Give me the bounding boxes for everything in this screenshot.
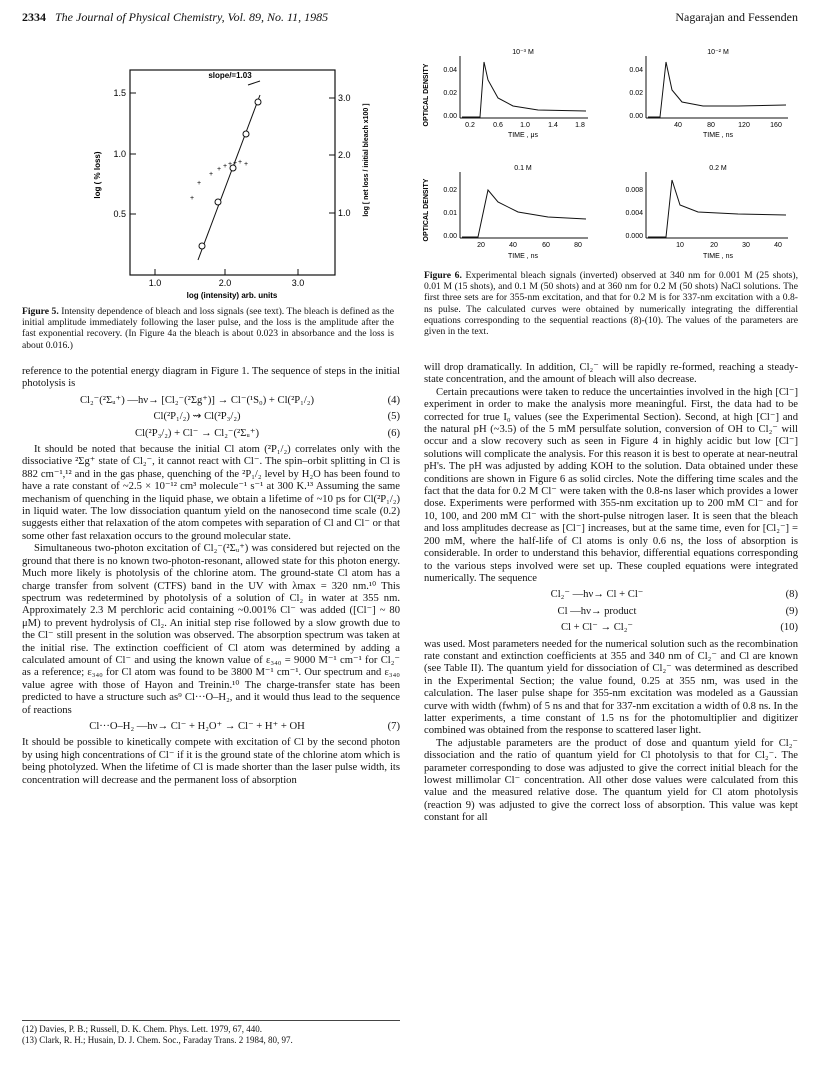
- fig6-xlabel: TIME , ns: [703, 132, 733, 139]
- running-header: [22, 10, 328, 25]
- fig6-xtick: 40: [774, 242, 782, 249]
- eq6-number: (6): [387, 427, 400, 439]
- figure-6-caption: [424, 270, 798, 337]
- fig5-data-point: [215, 199, 221, 205]
- fig5-ytick-right: 1.0: [338, 208, 351, 218]
- left-paragraph: Simultaneous two-photon excitation of Cl₂⁻(²Σᵤ⁺) was considered but rejected on the ground that there is no known two-photon-resonant, allowed state for this photon energy. Much more likely is photolysis of the chlorine atom. The ground-state Cl atom has a charge transfer from solvent (CTFS) band in the UV with λmax = 320 nm.¹⁰ This spectrum was redetermined by photolysis of a solution of Cl₂ in water at 355 nm. Approximately 2.3 M perchloric acid containing ~0.001% Cl⁻ was added ([Cl⁻] ~ 80 μM) to prevent hydrolysis of Cl₂. An initial step rise followed by a slow growth due to the Cl⁻ still present in the solution was observed. The absorption spectrum was taken at the initial rise. The extinction coefficient of Cl atom was determined by adding a calculated amount of Cl⁻ and using the known value of ε₃₄₀ = 9000 M⁻¹ cm⁻¹ for Cl₂⁻ as a reference; ε₃₄₀ for Cl atom was found to be 3800 M⁻¹ cm⁻¹. Our spectrum and ε₃₄₀ value agree with those of Hayon and Treinin.¹⁰ The charge-transfer state has been predicted to have a structure such as⁹ Cl···O–H₂, and it would thus lead to the sequence of reactions: [22, 543, 400, 716]
- fig6-panel-2: [629, 49, 788, 139]
- fig6-ytick: 0.04: [443, 67, 457, 74]
- svg-text:+: +: [238, 159, 243, 166]
- fig6-xtick: 1.8: [575, 122, 585, 129]
- eq9-expr: Cl —hν→ product: [557, 605, 637, 617]
- eq8-number: (8): [785, 589, 798, 601]
- fig6-ytick: 0.02: [443, 90, 457, 97]
- right-paragraph: The adjustable parameters are the product of dose and quantum yield for Cl₂⁻ dissociation and the ratio of quantum yield for Cl photolysis to that for Cl₂⁻. The parameter corresponding to dose was adjusted to give the correct initial bleach for the lowest millimolar Cl⁻ concentration. All other dose values were calculated from this value and the measured relative dose. The quantum yield for Cl atom photolysis (reaction 9) was adjusted to give the correct loss of absorption. This value was kept constant for all: [424, 737, 798, 824]
- fig6-ytick: 0.00: [443, 233, 457, 240]
- fig6-xtick: 30: [742, 242, 750, 249]
- fig5-caption-text: Intensity dependence of bleach and loss signals (see text). The bleach is defined as the initial amplitude immediately following the laser pulse, and the loss is the amplitude after the fast exponential recovery. (In Figure 4a the bleach is about 0.023 in absorbance and the loss is about 0.016.): [22, 306, 394, 351]
- fig6-xtick: 120: [738, 122, 750, 129]
- authors-header: Nagarajan and Fessenden: [675, 10, 798, 24]
- fig6-caption-label: Figure 6.: [424, 270, 462, 281]
- fig5-fit-line: [198, 95, 260, 260]
- fig5-caption-label: Figure 5.: [22, 306, 59, 317]
- eq4-expr: Cl₂⁻(²Σᵤ⁺) —hν→ [Cl₂⁻(²Σg⁺)] → Cl⁻(¹S₀) + Cl(²P₁/₂): [79, 394, 314, 406]
- journal-citation: The Journal of Physical Chemistry, Vol. 89, No. 11, 1985: [55, 10, 329, 24]
- fig6-panel-4: [625, 165, 788, 260]
- svg-text:+: +: [190, 195, 195, 202]
- fig6-xtick: 80: [574, 242, 582, 249]
- fig6-xtick: 0.6: [493, 122, 503, 129]
- fig6-xlabel: TIME , ns: [703, 253, 733, 260]
- fig6-xlabel: TIME , μs: [507, 132, 539, 139]
- svg-text:+: +: [209, 171, 214, 178]
- eq5-number: (5): [387, 411, 400, 423]
- fig5-ytick: 1.0: [113, 149, 126, 159]
- fig6-xtick: 60: [542, 242, 550, 249]
- fig6-xtick: 1.0: [520, 122, 530, 129]
- fig6-ytick: 0.01: [443, 210, 457, 217]
- fig6-ylabel: OPTICAL DENSITY: [423, 63, 430, 127]
- fig5-ytick: 0.5: [113, 209, 126, 219]
- fig6-xtick: 20: [710, 242, 718, 249]
- fig5-ytick: 1.5: [113, 88, 126, 98]
- fig6-p1-title: 10⁻³ M: [512, 49, 534, 56]
- fig6-xtick: 20: [477, 242, 485, 249]
- figure-6-plots: [418, 40, 798, 266]
- page-number: 2334: [22, 10, 46, 24]
- fig6-xtick: 160: [770, 122, 782, 129]
- fig5-loss-points: [190, 159, 248, 202]
- eq4-number: (4): [387, 394, 400, 406]
- eq5-expr: Cl(²P₁/₂) ⇝ Cl(²P₃/₂): [153, 411, 241, 423]
- fig5-data-point: [199, 243, 205, 249]
- fig6-ytick: 0.02: [629, 90, 643, 97]
- fig5-ytick-right: 3.0: [338, 93, 351, 103]
- fig5-data-point: [243, 131, 249, 137]
- svg-text:+: +: [228, 161, 233, 168]
- left-paragraph: reference to the potential energy diagram in Figure 1. The sequence of steps in the initial photolysis is: [22, 366, 400, 390]
- left-column: [22, 366, 400, 787]
- fig6-caption-text: Experimental bleach signals (inverted) observed at 340 nm for 0.001 M (25 shots), 0.01 M (15 shots), and 0.1 M (50 shots) and at 360 nm for 0.2 M (50 shots) NaCl solutions. The first three sets are for 355-nm excitation, and that for 0.2 M is for 337-nm excitation with a 0.8-ns pulse. The calculated curves were obtained by numerically integrating the differential equations corresponding to the sequential reactions (8)-(10). The values of the parameters are given in the text.: [424, 270, 798, 338]
- equation-6: [22, 428, 400, 440]
- fig6-ytick: 0.00: [629, 113, 643, 120]
- fig5-ylabel-right: log [ net loss / initial bleach x100 ]: [363, 103, 370, 217]
- equation-9: [424, 606, 798, 618]
- left-paragraph: It should be noted that because the initial Cl atom (²P₁/₂) correlates only with the dissociative ²Σg⁺ state of Cl₂⁻, it cannot react with Cl⁻. The spin–orbit splitting in Cl is 882 cm⁻¹,¹² and in the gas phase, quenching of the ²P₁/₂ level by H₂O has been found to have a rate constant of ~2.5 × 10⁻¹² cm³ molecule⁻¹ s⁻¹ at 300 K.¹³ Assuming the same mechanism of quenching in the liquid phase, we obtain a lifetime of ~10 ps for Cl(²P₁/₂) in liquid water. The low dissociation quantum yield on the nanosecond time scale (0.2) suggests either that relaxation of the atom competes with separation of Cl and Cl⁻ or that some other fast relaxation occurs to the ground molecular state.: [22, 444, 400, 542]
- right-paragraph: Certain precautions were taken to reduce the uncertainties involved in the high [Cl⁻] experiment in order to make the analysis more meaningful. First, the data had to be corrected for true I₀ values (see the Experimental Section). Second, at high [Cl⁻] and the natural pH (~3.5) of the 5 mM persulfate solution, conversion of OH to Cl₂⁻ will occur and a slow recovery such as seen in Figure 4 in highly acidic but low [Cl⁻] solutions will complicate the analysis. For this reason it is best to operate at near-neutral pH's. The pH was adjusted by adding KOH to the solution. Data obtained under these conditions are shown in Figure 6 as solid circles. Note the differing time scales and the fact that the data for 0.2 M Cl⁻ were taken with the 0.8-ns laser which provides a lower dose. Experiments were performed with 355-nm excitation up to 200 mM Cl⁻ and for 10, 100, and 200 mM Cl⁻ with the short-pulse nitrogen laser. It is seen that the bleach and loss amplitudes decrease as [Cl⁻] increases, but at the same time, even for [Cl₂⁻] = 200 mM, where the half-life of Cl atoms is only 0.6 ns, the loss of absorption is considerable. In order to understand this behavior, differential equations corresponding to the various steps involved were set up. These coupled equations were integrated numerically. The sequence: [424, 386, 798, 584]
- svg-text:+: +: [217, 166, 222, 173]
- equation-7: [22, 721, 400, 733]
- fig6-xtick: 10: [676, 242, 684, 249]
- fig5-data-point: [255, 99, 261, 105]
- footnotes: [22, 1020, 400, 1045]
- footnote-13: (13) Clark, R. H.; Husain, D. J. Chem. Soc., Faraday Trans. 2 1984, 80, 97.: [22, 1034, 293, 1045]
- footnote-12: (12) Davies, P. B.; Russell, D. K. Chem. Phys. Lett. 1979, 67, 440.: [22, 1024, 262, 1034]
- fig6-p4-title: 0.2 M: [709, 165, 727, 172]
- fig5-xtick: 2.0: [218, 278, 232, 288]
- fig6-xtick: 0.2: [465, 122, 475, 129]
- eq6-expr: Cl(²P₃/₂) + Cl⁻ → Cl₂⁻(²Σᵤ⁺): [135, 427, 259, 439]
- fig5-annotation: slope/=1.03: [208, 71, 252, 80]
- equation-10: [424, 622, 798, 634]
- fig6-xtick: 40: [509, 242, 517, 249]
- right-paragraph: was used. Most parameters needed for the numerical solution such as the recombination rate constant and extinction coefficients at 355 and 340 nm of Cl₂⁻ and Cl are known (see Table II). The quantum yield for dissociation of Cl₂⁻ was determined as described in the Experimental Section; the value found, 0.25 at 355 nm, was used in the calculation. The laser pulse shape for 355-nm excitation was modeled as a Gaussian curve with width (fwhm) of 5 ns and that for 337-nm excitation a width of 0.8 ns. In the latter experiments, a time constant of 1.5 ns for the photomultiplier and digitizer combined was obtained from the response to scattered laser light.: [424, 638, 798, 737]
- eq10-number: (10): [780, 622, 798, 634]
- svg-text:+: +: [233, 160, 238, 167]
- fig6-ytick: 0.00: [443, 113, 457, 120]
- fig6-ytick: 0.004: [625, 210, 643, 217]
- fig6-panel-3: [443, 165, 588, 260]
- fig6-xtick: 80: [707, 122, 715, 129]
- right-paragraph: will drop dramatically. In addition, Cl₂⁻ will be rapidly re-formed, reaching a steady-state concentration, and the amount of bleach will also decrease.: [424, 362, 798, 386]
- eq9-number: (9): [785, 605, 798, 617]
- fig6-ylabel: OPTICAL DENSITY: [423, 178, 430, 242]
- svg-text:+: +: [197, 180, 202, 187]
- fig6-panel-1: [443, 49, 588, 139]
- figure-5-caption: [22, 306, 394, 351]
- fig6-p2-title: 10⁻² M: [707, 49, 729, 56]
- fig6-xtick: 40: [674, 122, 682, 129]
- eq8-expr: Cl₂⁻ —hν→ Cl + Cl⁻: [550, 589, 644, 601]
- fig5-xtick: 1.0: [148, 278, 162, 288]
- fig5-xtick: 3.0: [291, 278, 305, 288]
- fig6-ytick: 0.000: [625, 233, 643, 240]
- fig6-xlabel: TIME , ns: [508, 253, 538, 260]
- fig6-xtick: 1.4: [548, 122, 558, 129]
- left-paragraph: It should be possible to kinetically compete with excitation of Cl by the second photon by using high concentrations of Cl⁻ if it is the ground state of the chlorine atom which is being photolyzed. When the lifetime of Cl is made shorter than the laser pulse width, its concentration will decrease and the permanent loss of absorption: [22, 737, 400, 786]
- figure-5-plot: [70, 50, 390, 300]
- fig6-ytick: 0.008: [625, 187, 643, 194]
- fig5-ylabel-left: log ( % loss): [93, 151, 102, 199]
- fig5-xlabel: log (intensity) arb. units: [186, 291, 278, 300]
- fig6-p3-title: 0.1 M: [514, 165, 532, 172]
- eq7-number: (7): [387, 720, 400, 732]
- fig6-ytick: 0.04: [629, 67, 643, 74]
- equation-5: [22, 411, 400, 423]
- eq10-expr: Cl + Cl⁻ → Cl₂⁻: [560, 622, 634, 634]
- eq7-expr: Cl···O–H₂ —hν→ Cl⁻ + H₂O⁺ → Cl⁻ + H⁺ + OH: [89, 720, 305, 732]
- equation-8: [424, 589, 798, 601]
- right-column: [424, 362, 798, 825]
- equation-4: [22, 395, 400, 407]
- fig5-ytick-right: 2.0: [338, 150, 351, 160]
- fig6-ytick: 0.02: [443, 187, 457, 194]
- svg-text:+: +: [244, 161, 249, 168]
- svg-text:+: +: [223, 163, 228, 170]
